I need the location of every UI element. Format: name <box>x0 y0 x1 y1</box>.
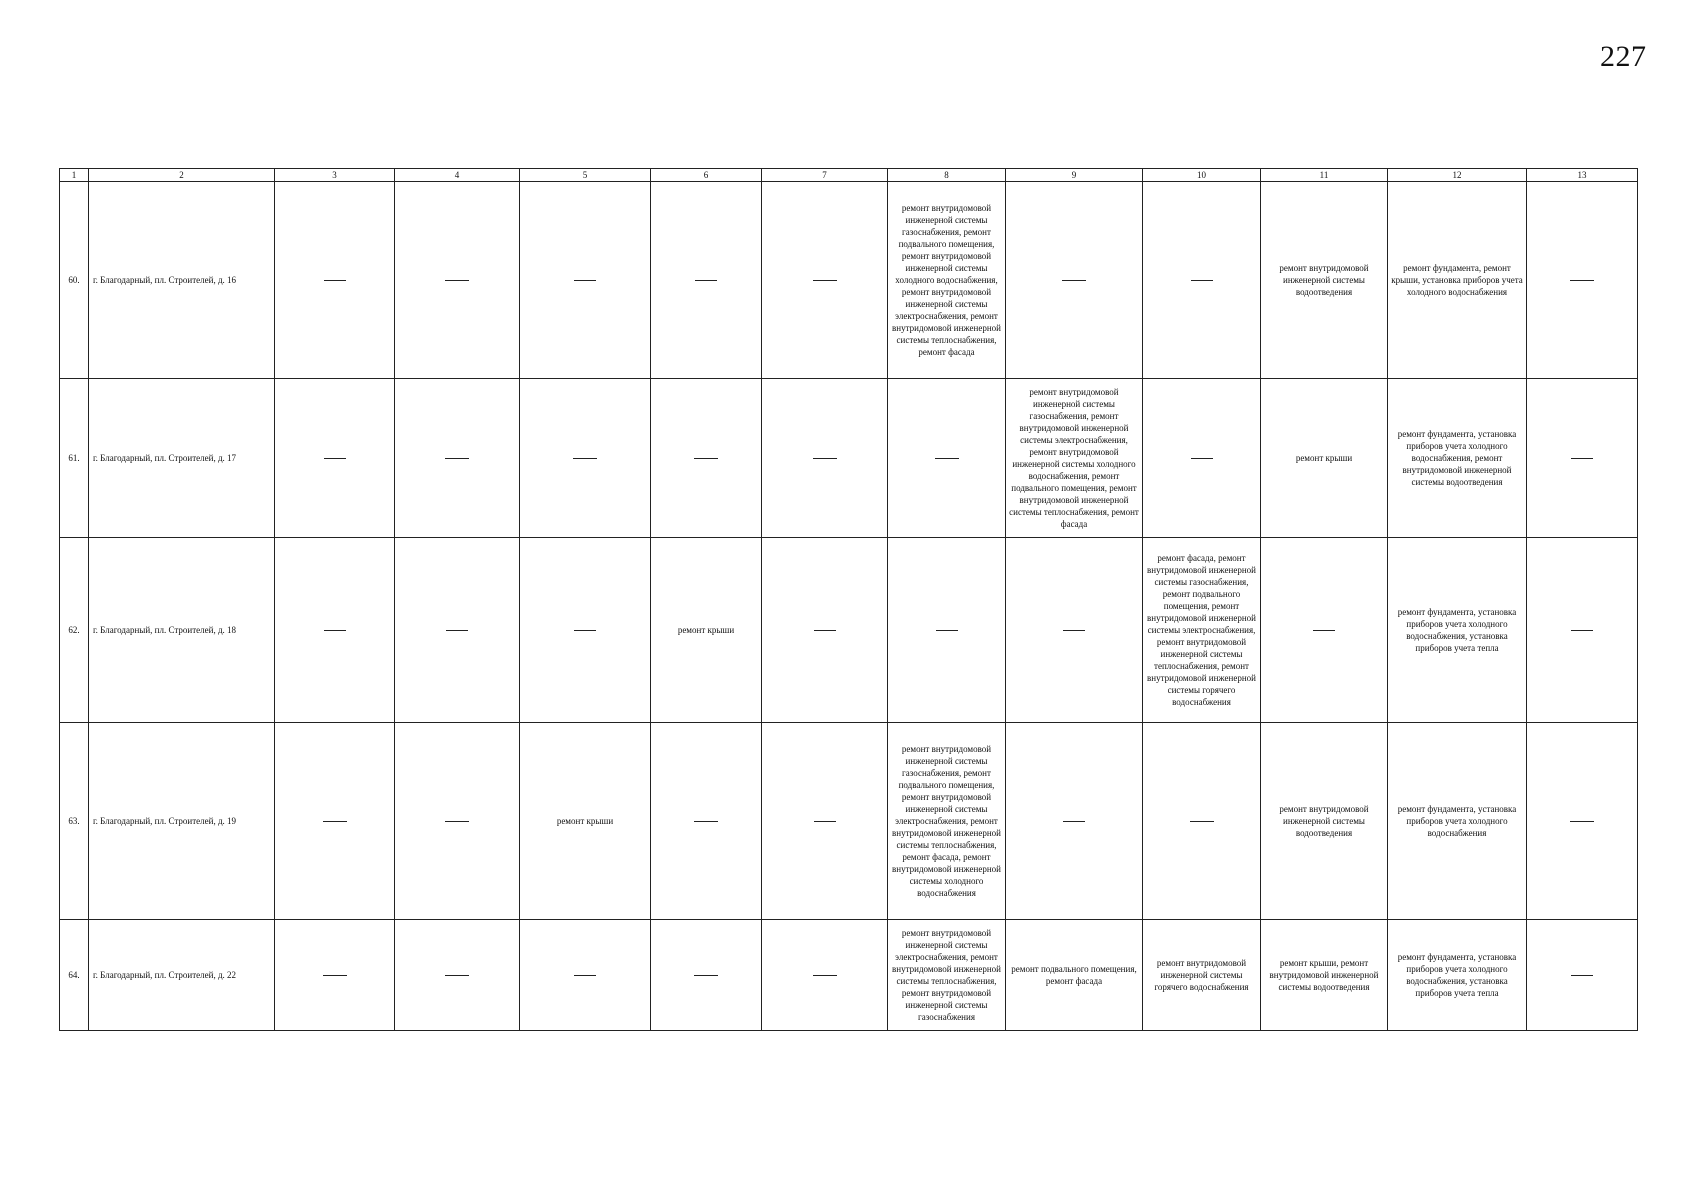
work-cell: ремонт внутридомовой инженерной системы газоснабжения, ремонт подвального помещения, ремонт внутридомовой инженерной системы электроснабжения, ремонт внутридомовой инженерной системы теплоснабжения, ремонт фасада, ремонт внутридомовой инженерной системы холодного водоснабжения <box>888 723 1006 920</box>
dash-mark <box>445 975 469 976</box>
work-cell: ремонт внутридомовой инженерной системы водоотведения <box>1261 723 1388 920</box>
column-header: 1 <box>60 169 89 182</box>
empty-cell <box>651 920 762 1031</box>
table-row <box>60 182 1638 379</box>
empty-cell <box>1527 723 1638 920</box>
dash-mark <box>1570 821 1594 822</box>
dash-mark <box>814 630 836 631</box>
dash-mark <box>323 975 347 976</box>
dash-mark <box>1571 975 1593 976</box>
work-cell: ремонт крыши, ремонт внутридомовой инженерной системы водоотведения <box>1261 920 1388 1031</box>
work-cell: ремонт фундамента, ремонт крыши, установка приборов учета холодного водоснабжения <box>1388 182 1527 379</box>
empty-cell <box>1143 182 1261 379</box>
column-header: 11 <box>1261 169 1388 182</box>
dash-mark <box>813 458 837 459</box>
empty-cell <box>395 538 520 723</box>
empty-cell <box>1006 182 1143 379</box>
empty-cell <box>1143 723 1261 920</box>
work-cell: ремонт фундамента, установка приборов учета холодного водоснабжения, ремонт внутридомовой инженерной системы водоотведения <box>1388 379 1527 538</box>
empty-cell <box>395 920 520 1031</box>
work-cell: ремонт крыши <box>1261 379 1388 538</box>
table-row <box>60 538 1638 723</box>
work-cell: ремонт крыши <box>520 723 651 920</box>
work-cell: ремонт фундамента, установка приборов учета холодного водоснабжения <box>1388 723 1527 920</box>
dash-mark <box>1571 630 1593 631</box>
dash-mark <box>1571 458 1593 459</box>
row-number: 60. <box>60 182 89 379</box>
empty-cell <box>651 723 762 920</box>
dash-mark <box>813 975 837 976</box>
table-row <box>60 723 1638 920</box>
row-number: 61. <box>60 379 89 538</box>
dash-mark <box>1063 630 1085 631</box>
dash-mark <box>1190 821 1214 822</box>
empty-cell <box>275 379 395 538</box>
empty-cell <box>762 379 888 538</box>
column-header: 10 <box>1143 169 1261 182</box>
empty-cell <box>1143 379 1261 538</box>
work-cell: ремонт подвального помещения, ремонт фасада <box>1006 920 1143 1031</box>
column-header: 12 <box>1388 169 1527 182</box>
work-cell: ремонт фасада, ремонт внутридомовой инженерной системы газоснабжения, ремонт подвального помещения, ремонт внутридомовой инженерной системы электроснабжения, ремонт внутридомовой инженерной системы теплоснабжения, ремонт внутридомовой инженерной системы горячего водоснабжения <box>1143 538 1261 723</box>
empty-cell <box>1527 920 1638 1031</box>
empty-cell <box>762 723 888 920</box>
empty-cell <box>1527 182 1638 379</box>
empty-cell <box>275 538 395 723</box>
empty-cell <box>651 182 762 379</box>
empty-cell <box>762 182 888 379</box>
header-row <box>60 169 1638 182</box>
table-row <box>60 920 1638 1031</box>
column-header: 3 <box>275 169 395 182</box>
work-cell: ремонт внутридомовой инженерной системы горячего водоснабжения <box>1143 920 1261 1031</box>
empty-cell <box>1261 538 1388 723</box>
work-cell: ремонт внутридомовой инженерной системы водоотведения <box>1261 182 1388 379</box>
empty-cell <box>275 920 395 1031</box>
dash-mark <box>695 280 717 281</box>
address-cell: г. Благодарный, пл. Строителей, д. 17 <box>89 379 275 538</box>
empty-cell <box>1527 538 1638 723</box>
empty-cell <box>275 723 395 920</box>
dash-mark <box>814 821 836 822</box>
work-cell: ремонт внутридомовой инженерной системы газоснабжения, ремонт подвального помещения, ремонт внутридомовой инженерной системы холодного водоснабжения, ремонт внутридомовой инженерной системы электроснабжения, ремонт внутридомовой инженерной системы теплоснабжения, ремонт фасада <box>888 182 1006 379</box>
column-header: 8 <box>888 169 1006 182</box>
dash-mark <box>1062 280 1086 281</box>
empty-cell <box>395 379 520 538</box>
address-cell: г. Благодарный, пл. Строителей, д. 22 <box>89 920 275 1031</box>
empty-cell <box>275 182 395 379</box>
page-number: 227 <box>1600 40 1647 73</box>
column-header: 7 <box>762 169 888 182</box>
dash-mark <box>1191 458 1213 459</box>
dash-mark <box>573 458 597 459</box>
dash-mark <box>323 821 347 822</box>
work-cell: ремонт внутридомовой инженерной системы газоснабжения, ремонт внутридомовой инженерной системы электроснабжения, ремонт внутридомовой инженерной системы холодного водоснабжения, ремонт подвального помещения, ремонт внутридомовой инженерной системы теплоснабжения, ремонт фасада <box>1006 379 1143 538</box>
dash-mark <box>324 630 346 631</box>
empty-cell <box>520 182 651 379</box>
dash-mark <box>694 821 718 822</box>
dash-mark <box>936 630 958 631</box>
dash-mark <box>324 280 346 281</box>
column-header: 6 <box>651 169 762 182</box>
empty-cell <box>762 538 888 723</box>
address-cell: г. Благодарный, пл. Строителей, д. 19 <box>89 723 275 920</box>
row-number: 62. <box>60 538 89 723</box>
dash-mark <box>1063 821 1085 822</box>
empty-cell <box>520 379 651 538</box>
address-cell: г. Благодарный, пл. Строителей, д. 18 <box>89 538 275 723</box>
empty-cell <box>762 920 888 1031</box>
empty-cell <box>888 379 1006 538</box>
dash-mark <box>694 458 718 459</box>
dash-mark <box>1570 280 1594 281</box>
dash-mark <box>574 975 596 976</box>
dash-mark <box>1313 630 1335 631</box>
dash-mark <box>574 630 596 631</box>
dash-mark <box>324 458 346 459</box>
column-header: 2 <box>89 169 275 182</box>
empty-cell <box>1006 538 1143 723</box>
row-number: 63. <box>60 723 89 920</box>
address-cell: г. Благодарный, пл. Строителей, д. 16 <box>89 182 275 379</box>
dash-mark <box>574 280 596 281</box>
dash-mark <box>445 458 469 459</box>
dash-mark <box>813 280 837 281</box>
dash-mark <box>1191 280 1213 281</box>
repair-plan-table <box>59 168 1638 1031</box>
dash-mark <box>445 280 469 281</box>
table-row <box>60 379 1638 538</box>
empty-cell <box>1006 723 1143 920</box>
work-cell: ремонт внутридомовой инженерной системы электроснабжения, ремонт внутридомовой инженерной системы теплоснабжения, ремонт внутридомовой инженерной системы газоснабжения <box>888 920 1006 1031</box>
column-header: 9 <box>1006 169 1143 182</box>
empty-cell <box>888 538 1006 723</box>
work-cell: ремонт фундамента, установка приборов учета холодного водоснабжения, установка приборов учета тепла <box>1388 538 1527 723</box>
empty-cell <box>520 538 651 723</box>
empty-cell <box>1527 379 1638 538</box>
dash-mark <box>445 821 469 822</box>
dash-mark <box>446 630 468 631</box>
dash-mark <box>935 458 959 459</box>
column-header: 5 <box>520 169 651 182</box>
empty-cell <box>395 723 520 920</box>
empty-cell <box>520 920 651 1031</box>
empty-cell <box>651 379 762 538</box>
empty-cell <box>395 182 520 379</box>
work-cell: ремонт фундамента, установка приборов учета холодного водоснабжения, установка приборов учета тепла <box>1388 920 1527 1031</box>
work-cell: ремонт крыши <box>651 538 762 723</box>
column-header: 13 <box>1527 169 1638 182</box>
dash-mark <box>694 975 718 976</box>
row-number: 64. <box>60 920 89 1031</box>
column-header: 4 <box>395 169 520 182</box>
